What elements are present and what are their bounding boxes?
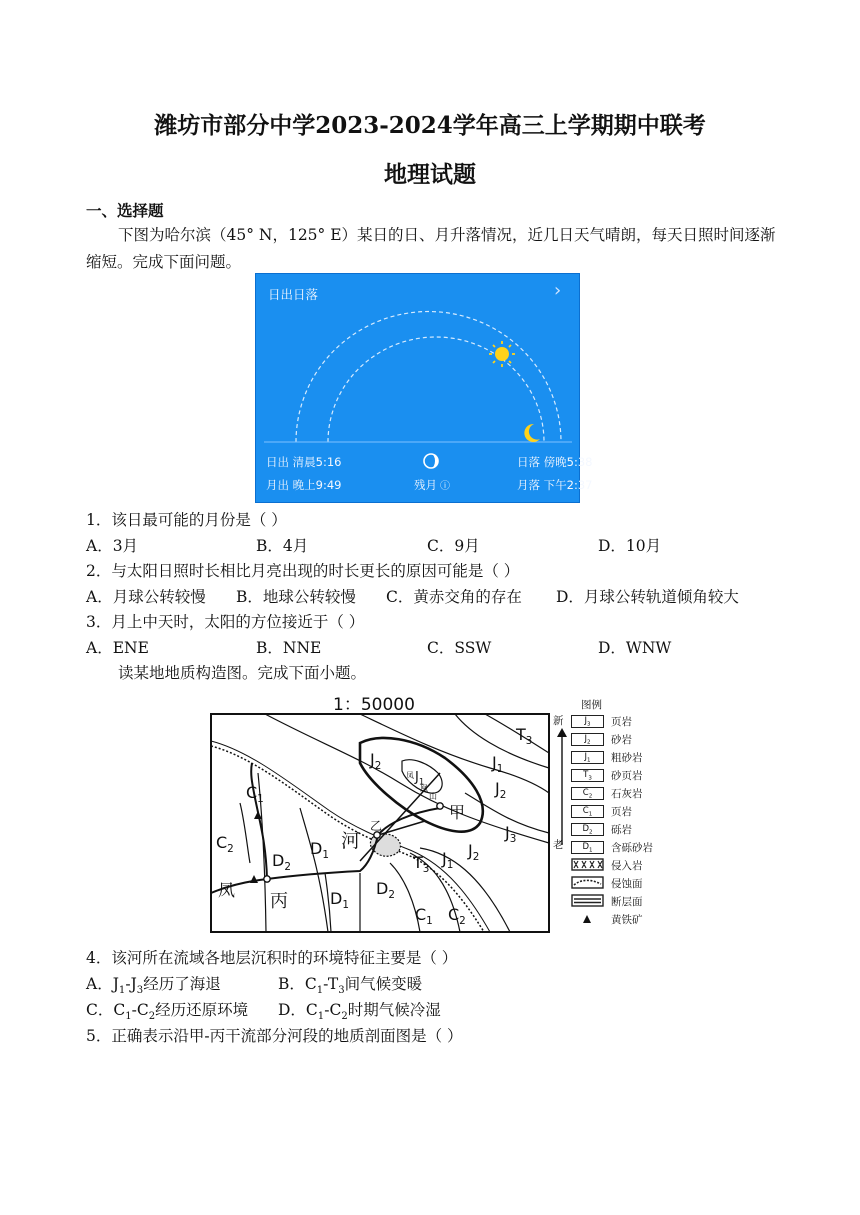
legend-row-fault bbox=[571, 894, 681, 909]
legend-label-erosion: 侵蚀面 bbox=[611, 878, 643, 890]
label-shan-mountain: 山 bbox=[429, 792, 437, 801]
question-4-stem: 4．该河所在流域各地层沉积时的环境特征主要是（ ） bbox=[86, 949, 458, 967]
label-c1-left: $C_1$ bbox=[246, 783, 264, 806]
geology-map bbox=[210, 713, 550, 933]
q2-option-c[interactable]: C．黄赤交角的存在 bbox=[386, 588, 522, 606]
question-2-stem: 2．与太阳日照时长相比月亮出现的时长更长的原因可能是（ ） bbox=[86, 562, 520, 580]
legend-label-j3: 页岩 bbox=[611, 716, 632, 728]
legend-row-c1 bbox=[571, 804, 681, 819]
page-subtitle: 地理试题 bbox=[384, 161, 476, 188]
sun-icon bbox=[489, 341, 515, 367]
sunrise-sunset-panel bbox=[255, 273, 593, 503]
label-d1-mid: $D_1$ bbox=[310, 839, 329, 862]
label-c2-left: $C_2$ bbox=[216, 833, 234, 856]
label-j2-right: $J_2$ bbox=[495, 779, 507, 802]
legend-row-j1 bbox=[571, 750, 681, 765]
legend-title: 图例 bbox=[581, 699, 602, 711]
legend-swatch-c2: $C_2$ bbox=[571, 787, 604, 800]
intro-paragraph-2: 读某地地质构造图。完成下面小题。 bbox=[118, 664, 367, 682]
label-j1-upper: $J_1$ bbox=[492, 753, 504, 776]
q4-option-b[interactable]: B．$C_1-T_3$间气候变暖 bbox=[278, 975, 423, 997]
legend-swatch-j3: $J_3$ bbox=[571, 715, 604, 728]
q2-option-a[interactable]: A．月球公转较慢 bbox=[86, 588, 206, 606]
sunset-time: 日落 傍晚5:38 bbox=[517, 455, 593, 469]
q4-option-a[interactable]: A．$J_1-J_3$经历了海退 bbox=[86, 975, 221, 997]
legend-label-pyrite: 黄铁矿 bbox=[611, 914, 643, 926]
label-j1-lower: $J_1$ bbox=[442, 849, 454, 872]
legend-swatch-c1: $C_1$ bbox=[571, 805, 604, 818]
erosion-surface-icon bbox=[571, 876, 605, 890]
label-c2-lower: $C_2$ bbox=[448, 905, 466, 928]
label-feng-mountain: 凤 bbox=[406, 771, 414, 780]
label-river: 河 bbox=[341, 830, 361, 852]
label-bing: 丙 bbox=[270, 891, 288, 912]
section-heading: 一、选择题 bbox=[86, 202, 164, 220]
moon-phase-label: 残月 bbox=[414, 478, 437, 492]
legend-row-j3 bbox=[571, 714, 681, 729]
sunrise-time: 日出 清晨5:16 bbox=[266, 455, 342, 469]
legend-row-erosion bbox=[571, 876, 681, 891]
label-huang-mountain: 凰 bbox=[420, 784, 428, 793]
legend-row-c2 bbox=[571, 786, 681, 801]
q1-option-d[interactable]: D．10月 bbox=[598, 537, 662, 555]
q4-option-c[interactable]: C．$C_1-C_2$经历还原环境 bbox=[86, 1001, 249, 1023]
legend-row-t3 bbox=[571, 768, 681, 783]
q1-option-b[interactable]: B．4月 bbox=[256, 537, 309, 555]
intrusive-rock-icon bbox=[571, 858, 605, 872]
legend-label-fault: 断层面 bbox=[611, 896, 643, 908]
q2-option-d[interactable]: D．月球公转轨道倾角较大 bbox=[556, 588, 739, 606]
moonset-time: 月落 下午2:37 bbox=[517, 478, 593, 492]
label-jia: 甲 bbox=[449, 803, 466, 822]
sun-arc bbox=[296, 312, 561, 442]
legend-swatch-t3: $T_3$ bbox=[571, 769, 604, 782]
legend-row-j2 bbox=[571, 732, 681, 747]
legend-row-intrusive bbox=[571, 858, 681, 873]
q3-option-d[interactable]: D．WNW bbox=[598, 639, 672, 657]
legend-label-c2: 石灰岩 bbox=[611, 788, 643, 800]
legend-label-c1: 页岩 bbox=[611, 806, 632, 818]
label-j2-upper: $J_2$ bbox=[370, 750, 382, 773]
label-t3-upper: $T_3$ bbox=[516, 725, 533, 748]
legend-label-j2: 砂岩 bbox=[611, 734, 632, 746]
map-legend bbox=[545, 697, 685, 927]
legend-label-d1: 含砾砂岩 bbox=[611, 842, 653, 854]
legend-swatch-j1: $J_1$ bbox=[571, 751, 604, 764]
legend-label-t3: 砂页岩 bbox=[611, 770, 643, 782]
label-j1-mountain: $J_1$ bbox=[415, 770, 425, 787]
label-t3-lower: $T_3$ bbox=[413, 853, 430, 876]
label-yi: 乙 bbox=[370, 819, 383, 833]
q3-option-b[interactable]: B．NNE bbox=[256, 639, 322, 657]
moon-icon bbox=[524, 424, 540, 442]
question-1-stem: 1．该日最可能的月份是（ ） bbox=[86, 511, 287, 529]
legend-label-d2: 砾岩 bbox=[611, 824, 632, 836]
page-title: 潍坊市部分中学2023-2024学年高三上学期期中联考 bbox=[154, 112, 706, 139]
moon-phase-icon bbox=[424, 454, 438, 468]
q3-option-a[interactable]: A．ENE bbox=[86, 639, 149, 657]
q1-option-c[interactable]: C．9月 bbox=[427, 537, 480, 555]
label-feng: 凤 bbox=[218, 881, 235, 901]
intro-paragraph-1: 下图为哈尔滨（45° N，125° E）某日的日、月升落情况，近几日天气晴朗，每天日照时间逐渐缩短。完成下面问题。 bbox=[86, 226, 776, 271]
legend-swatch-j2: $J_2$ bbox=[571, 733, 604, 746]
info-icon[interactable]: ⓘ bbox=[440, 481, 450, 492]
label-d1-lower: $D_1$ bbox=[330, 889, 349, 912]
q1-option-a[interactable]: A．3月 bbox=[86, 537, 139, 555]
q2-option-b[interactable]: B．地球公转较慢 bbox=[236, 588, 356, 606]
label-d2-left: $D_2$ bbox=[272, 851, 291, 874]
panel-header: 日出日落 bbox=[268, 287, 319, 302]
pyrite-marker-2 bbox=[250, 875, 258, 883]
age-arrow-icon bbox=[555, 727, 569, 847]
legend-swatch-d2: $D_2$ bbox=[571, 823, 604, 836]
legend-label-j1: 粗砂岩 bbox=[611, 752, 643, 764]
fault-plane-icon bbox=[571, 894, 605, 908]
legend-label-intrusive: 侵入岩 bbox=[611, 860, 643, 872]
q4-option-d[interactable]: D．$C_1-C_2$时期气候冷湿 bbox=[278, 1001, 441, 1023]
legend-new-label: 新 bbox=[553, 715, 564, 727]
label-j3-right: $J_3$ bbox=[505, 823, 517, 846]
label-d2-lower: $D_2$ bbox=[376, 879, 395, 902]
legend-row-d2 bbox=[571, 822, 681, 837]
q3-option-c[interactable]: C．SSW bbox=[427, 639, 492, 657]
question-5-stem: 5．正确表示沿甲-丙干流部分河段的地质剖面图是（ ） bbox=[86, 1027, 463, 1045]
moon-arc bbox=[328, 337, 544, 442]
moonrise-time: 月出 晚上9:49 bbox=[266, 478, 342, 492]
legend-old-label: 老 bbox=[553, 839, 564, 851]
label-c1-lower: $C_1$ bbox=[415, 905, 433, 928]
pyrite-icon bbox=[571, 912, 605, 926]
chevron-right-icon[interactable]: › bbox=[554, 280, 562, 301]
label-j2-lower: $J_2$ bbox=[468, 841, 480, 864]
legend-row-d1 bbox=[571, 840, 681, 855]
legend-swatch-d1: $D_1$ bbox=[571, 841, 604, 854]
legend-row-pyrite bbox=[571, 912, 681, 927]
map-scale: 1：50000 bbox=[333, 695, 415, 715]
question-3-stem: 3．月上中天时，太阳的方位接近于（ ） bbox=[86, 613, 365, 631]
